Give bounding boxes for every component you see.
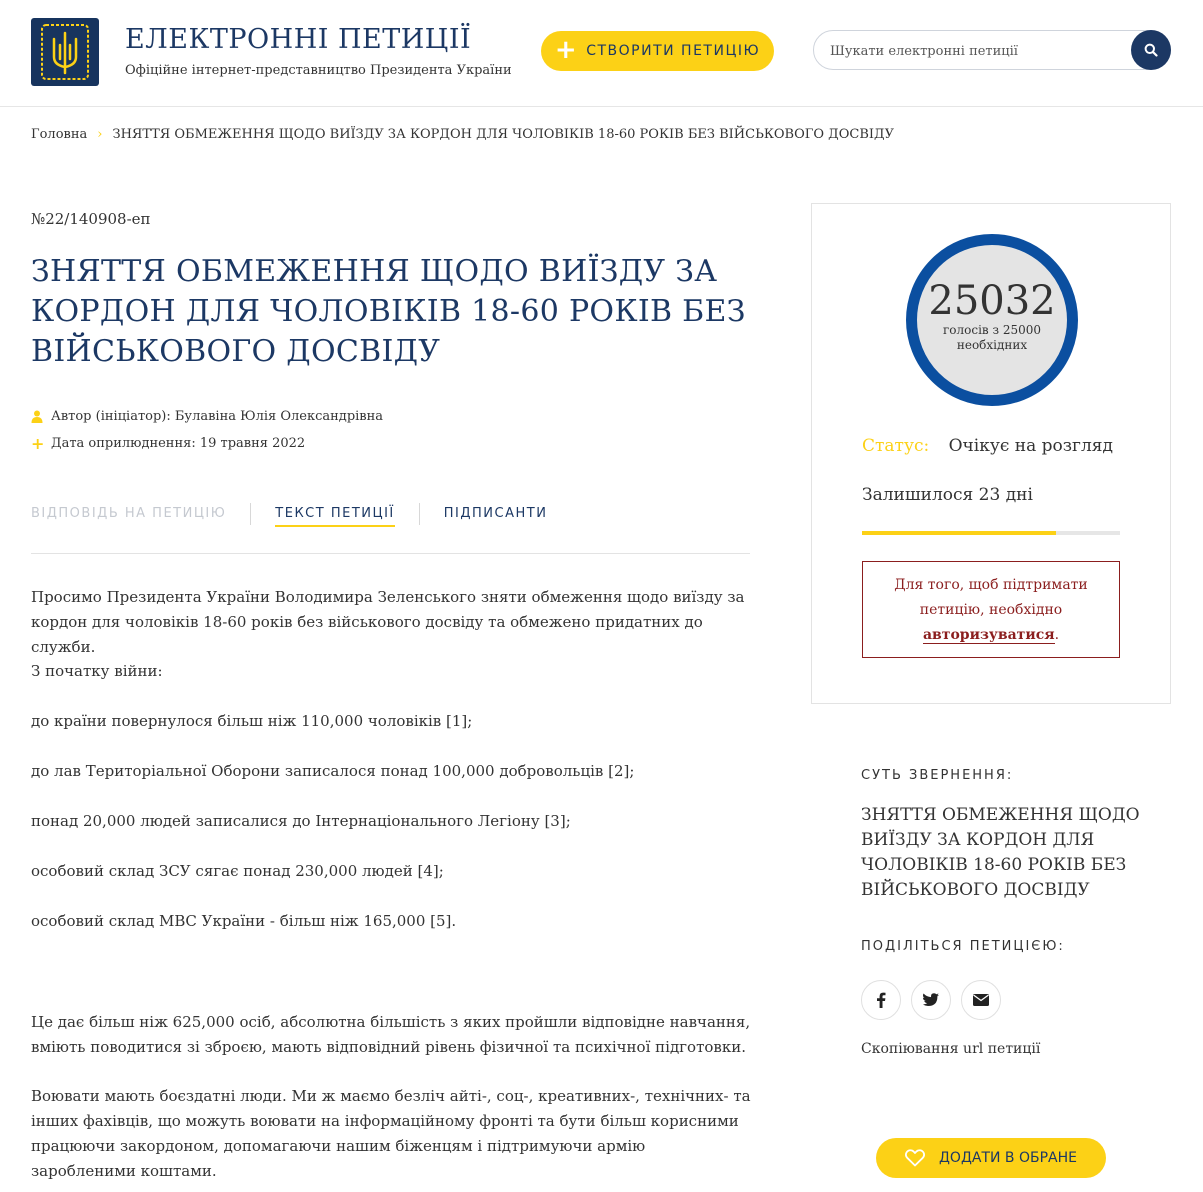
petition-status-card [811, 203, 1171, 704]
search-button[interactable] [1131, 30, 1171, 70]
search-icon [1144, 43, 1158, 57]
twitter-icon [923, 993, 939, 1007]
facebook-icon [876, 992, 886, 1008]
trident-icon [40, 23, 90, 81]
site-subtitle: Офіційне інтернет-представництво Президента України [125, 63, 512, 78]
share-facebook-button[interactable] [861, 980, 901, 1020]
date-text: Дата оприлюднення: 19 травня 2022 [51, 436, 306, 451]
tab-petition-text[interactable]: ТЕКСТ ПЕТИЦІЇ [275, 500, 394, 527]
breadcrumb-current: ЗНЯТТЯ ОБМЕЖЕННЯ ЩОДО ВИЇЗДУ ЗА КОРДОН ДЛЯ ЧОЛОВІКІВ 18-60 РОКІВ БЕЗ ВІЙСЬКОВОГО ДОСВІДУ [112, 127, 894, 142]
petition-paragraph: до країни повернулося більш ніж 110,000 чоловіків [1]; [31, 712, 473, 730]
days-remaining: Залишилося 23 дні [862, 485, 1033, 505]
create-petition-button[interactable] [541, 31, 774, 71]
add-to-favorites-button[interactable] [876, 1138, 1106, 1178]
add-to-favorites-label: ДОДАТИ В ОБРАНЕ [938, 1150, 1078, 1166]
tab-signers[interactable]: ПІДПИСАНТИ [443, 506, 548, 521]
status-label: Статус: [862, 436, 930, 456]
status-value: Очікує на розгляд [948, 436, 1113, 456]
petition-tabs [31, 500, 750, 554]
email-icon [973, 994, 989, 1006]
plus-icon: + [554, 35, 579, 65]
share-twitter-button[interactable] [911, 980, 951, 1020]
progress-bar [862, 531, 1120, 535]
search-box [813, 30, 1171, 70]
petition-paragraph: Це дає більш ніж 625,000 осіб, абсолютна більшість з яких пройшли відповідне навчання, вміють поводитися зі зброєю, мають відповідний рівень фізичної та психічної підготовки. [31, 1013, 751, 1056]
chevron-right-icon: › [97, 127, 103, 142]
coat-of-arms-logo[interactable] [31, 18, 99, 86]
tab-divider [419, 503, 420, 525]
share-email-button[interactable] [961, 980, 1001, 1020]
status-line [862, 436, 1113, 456]
auth-end: . [1054, 627, 1060, 643]
site-title[interactable]: ЕЛЕКТРОННІ ПЕТИЦІЇ [125, 24, 472, 55]
copy-url-link[interactable]: Скопіювання url петиції [861, 1041, 1041, 1057]
petition-paragraph: понад 20,000 людей записалися до Інтернаціонального Легіону [3]; [31, 812, 571, 830]
author-meta [31, 409, 383, 424]
heart-icon [905, 1149, 925, 1167]
auth-text: Для того, щоб підтримати петицію, необхідно [894, 577, 1088, 618]
tab-divider [250, 503, 251, 525]
site-header [0, 0, 1203, 107]
vote-counter [906, 234, 1078, 406]
petition-title: ЗНЯТТЯ ОБМЕЖЕННЯ ЩОДО ВИЇЗДУ ЗА КОРДОН ДЛЯ ЧОЛОВІКІВ 18-60 РОКІВ БЕЗ ВІЙСЬКОВОГО ДОСВІДУ [31, 254, 746, 369]
petition-paragraph: особовий склад МВС України - більш ніж 165,000 [5]. [31, 912, 457, 930]
auth-notice [862, 561, 1120, 658]
breadcrumb-home[interactable]: Головна [31, 127, 88, 142]
share-label: ПОДІЛІТЬСЯ ПЕТИЦІЄЮ: [861, 939, 1065, 954]
progress-fill [862, 531, 1056, 535]
tab-answer[interactable]: ВІДПОВІДЬ НА ПЕТИЦІЮ [31, 506, 227, 521]
date-meta [31, 434, 305, 453]
essence-label: СУТЬ ЗВЕРНЕННЯ: [861, 768, 1014, 783]
petition-paragraph: до лав Територіальної Оборони записалося понад 100,000 добровольців [2]; [31, 762, 635, 780]
user-icon [31, 410, 43, 423]
petition-number: №22/140908-еп [31, 210, 151, 228]
author-text: Автор (ініціатор): Булавіна Юлія Олександрівна [51, 409, 384, 424]
search-input[interactable] [830, 40, 1120, 62]
login-link[interactable]: авторизуватися [922, 627, 1055, 643]
essence-title: ЗНЯТТЯ ОБМЕЖЕННЯ ЩОДО ВИЇЗДУ ЗА КОРДОН ДЛЯ ЧОЛОВІКІВ 18-60 РОКІВ БЕЗ ВІЙСЬКОВОГО ДОСВІДУ [861, 805, 1140, 900]
petition-paragraph: З початку війни: [31, 662, 163, 680]
share-buttons [861, 980, 1001, 1020]
petition-paragraph: Просимо Президента України Володимира Зеленського зняти обмеження щодо виїзду за кордон для чоловіків 18-60 років без військового досвіду та обмежено придатних до служби. [31, 588, 745, 656]
vote-count: 25032 [928, 278, 1056, 324]
vote-count-caption: голосів з 25000 необхідних [942, 323, 1042, 352]
petition-paragraph: Воювати мають боєздатні люди. Ми ж маємо безліч айті-, соц-, креативних-, технічних- та інших фахівців, що можуть воювати на інформаційному фронті та бути більш корисними працюючи закордоном, допомагаючи нашим біженцям і підтримуючи армію заробленими коштами. [31, 1087, 751, 1180]
breadcrumb [31, 127, 894, 142]
create-petition-label: СТВОРИТИ ПЕТИЦІЮ [586, 43, 761, 59]
petition-paragraph: особовий склад ЗСУ сягає понад 230,000 людей [4]; [31, 862, 444, 880]
plus-icon: + [31, 434, 45, 453]
